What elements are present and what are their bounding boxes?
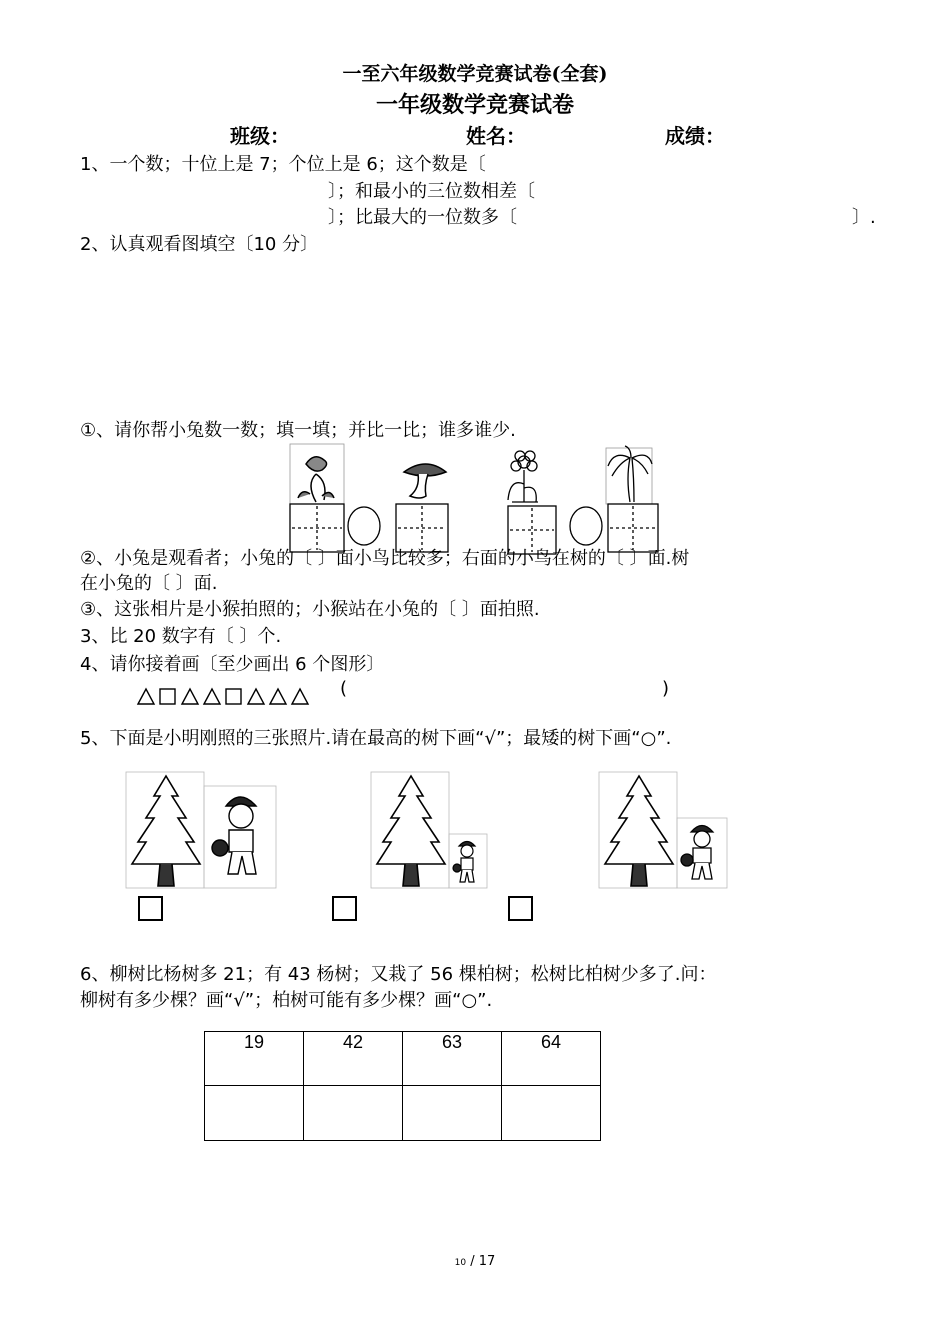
q6-line1: 6、柳树比杨树多 21；有 43 杨树；又栽了 56 棵柏树；松树比柏树少多了.问：	[80, 964, 717, 985]
page-number	[0, 1254, 950, 1269]
document-title: 一至六年级数学竞赛试卷(全套)	[342, 63, 608, 85]
q5-photo-2	[371, 772, 489, 890]
q2-sub1: ①、请你帮小兔数一数；填一填；并比一比；谁多谁少.	[80, 420, 516, 441]
q5-text: 5、下面是小明刚照的三张照片.请在最高的树下画“√”；最矮的树下画“○”.	[80, 728, 672, 749]
q3-text: 3、比 20 数字有〔 〕个.	[80, 626, 282, 647]
q4-shape-sequence	[136, 686, 316, 706]
q4-text: 4、请你接着画〔至少画出 6 个图形〕	[80, 654, 385, 675]
page-current: 10	[454, 1258, 467, 1268]
q6-answer-table	[204, 1031, 601, 1141]
q2-sub2-line1: ②、小兔是观看者；小兔的〔 〕面小鸟比较多；右面的小鸟在树的〔 〕面.树	[80, 548, 690, 569]
name-label: 姓名：	[466, 124, 526, 148]
compare-circle[interactable]	[570, 507, 602, 545]
answer-cell[interactable]	[205, 1086, 304, 1141]
triangle-shape	[204, 689, 220, 704]
triangle-shape	[138, 689, 154, 704]
score-label: 成绩：	[665, 124, 725, 148]
value-cell: 63	[403, 1032, 502, 1086]
class-label: 班级：	[230, 124, 290, 148]
triangle-shape	[292, 689, 308, 704]
q1-line1: 1、一个数；十位上是 7；个位上是 6；这个数是〔	[80, 154, 486, 175]
boy-icon	[212, 797, 256, 874]
exam-title: 一年级数学竞赛试卷	[375, 92, 574, 118]
flower-icon	[508, 451, 538, 502]
q1-line3: 〕；比最大的一位数多〔	[328, 207, 517, 228]
q5-photo-3	[599, 772, 729, 890]
answer-checkbox[interactable]	[138, 896, 163, 921]
palm-tree-icon	[606, 446, 652, 504]
boy-icon	[453, 842, 475, 883]
q4-paren-close: )	[662, 678, 670, 699]
page-total: 17	[478, 1254, 496, 1269]
answer-checkbox[interactable]	[332, 896, 357, 921]
compare-circle[interactable]	[348, 507, 380, 545]
q6-line2: 柳树有多少棵？画“√”；柏树可能有多少棵？画“○”.	[80, 990, 493, 1011]
boy-icon	[681, 826, 713, 880]
bird-flower-icon	[290, 444, 344, 504]
pine-tree-icon	[605, 776, 673, 886]
q1-line3-end: 〕.	[852, 207, 876, 228]
pine-tree-icon	[132, 776, 200, 886]
pine-tree-icon	[377, 776, 445, 886]
triangle-shape	[182, 689, 198, 704]
q2-sub2-line2: 在小兔的〔 〕面.	[80, 573, 218, 594]
value-cell: 42	[304, 1032, 403, 1086]
q2-heading: 2、认真观看图填空〔10 分〕	[80, 234, 319, 255]
q2-sub3: ③、这张相片是小猴拍照的；小猴站在小兔的〔 〕面拍照.	[80, 599, 540, 620]
q1-line2: 〕；和最小的三位数相差〔	[328, 181, 535, 202]
mushroom-icon	[404, 464, 446, 498]
answer-cell[interactable]	[502, 1086, 601, 1141]
square-shape	[226, 689, 241, 704]
page-separator: /	[470, 1254, 475, 1269]
triangle-shape	[270, 689, 286, 704]
square-shape	[160, 689, 175, 704]
triangle-shape	[248, 689, 264, 704]
answer-cell[interactable]	[304, 1086, 403, 1141]
q4-paren-open: (	[340, 678, 348, 699]
answer-checkbox[interactable]	[508, 896, 533, 921]
answer-cell[interactable]	[403, 1086, 502, 1141]
value-cell: 19	[205, 1032, 304, 1086]
q2-picture	[286, 444, 666, 556]
value-cell: 64	[502, 1032, 601, 1086]
q5-photo-1	[126, 772, 278, 890]
